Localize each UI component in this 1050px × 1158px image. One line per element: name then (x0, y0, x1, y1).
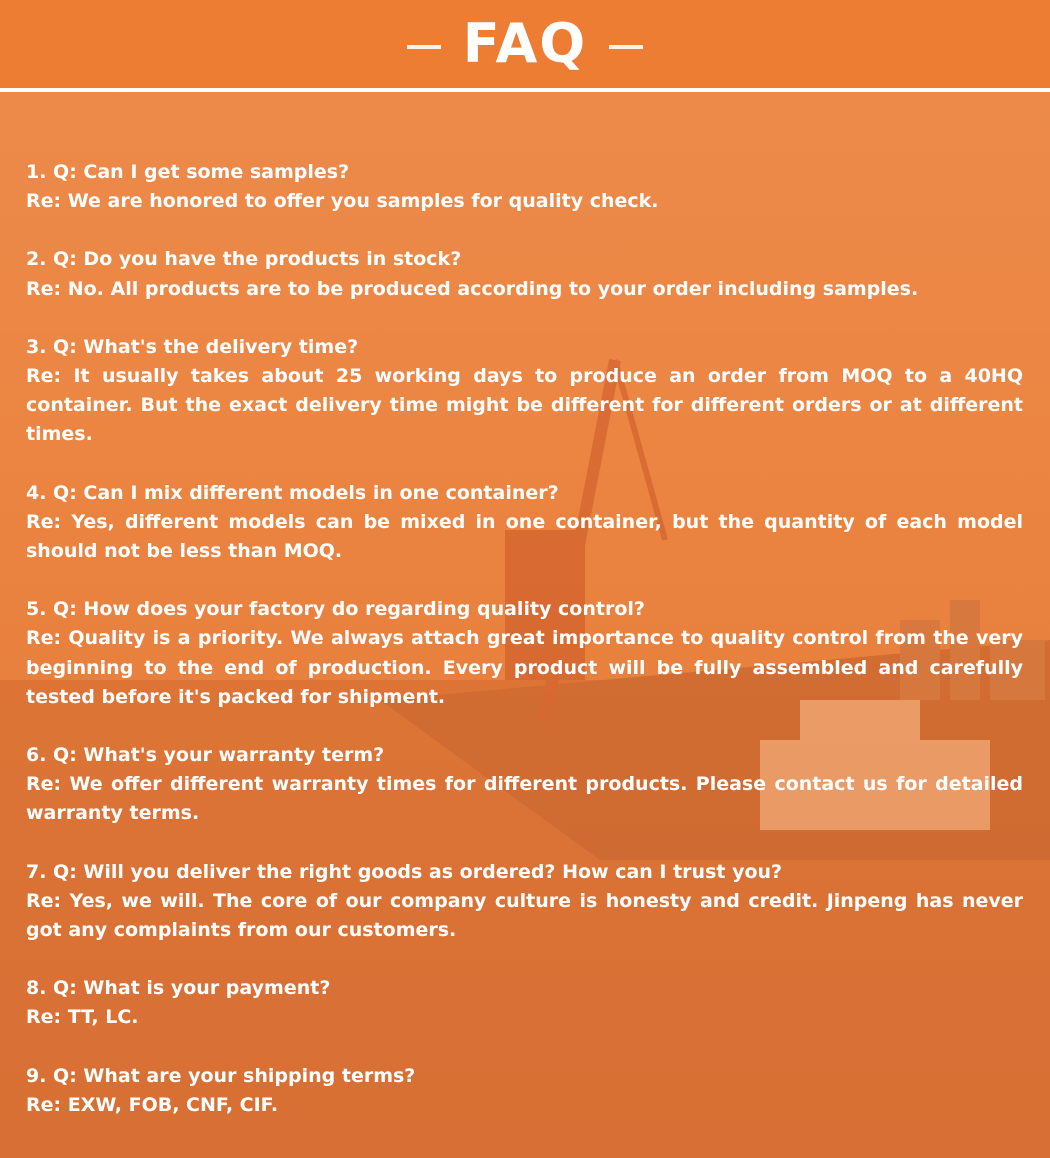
faq-question: 7. Q: Will you deliver the right goods as ordered? How can I trust you? (26, 860, 783, 883)
faq-answer: Re: No. All products are to be produced according to your order including samples. (26, 277, 919, 300)
faq-answer: Re: Yes, different models can be mixed in one container, but the quantity of each model should not be less than MOQ. (26, 510, 1023, 563)
faq-answer: Re: We are honored to offer you samples for quality check. (26, 190, 659, 213)
faq-question: 3. Q: What's the delivery time? (26, 335, 359, 358)
faq-answer: Re: Yes, we will. The core of our company culture is honesty and credit. Jinpeng has never got any complaints from our customers. (26, 889, 1023, 942)
title-dash-left (407, 45, 441, 49)
title-group (0, 0, 1050, 88)
faq-question: 6. Q: What's your warranty term? (26, 744, 385, 767)
faq-question: 1. Q: Can I get some samples? (26, 161, 350, 183)
faq-answer: Re: It usually takes about 25 working days to produce an order from MOQ to a 40HQ container. But the exact delivery time might be different for different orders or at different times. (26, 365, 1023, 446)
faq-item (26, 245, 1023, 303)
faq-item (26, 595, 1023, 712)
faq-question: 5. Q: How does your factory do regarding quality control? (26, 598, 645, 621)
faq-question: 8. Q: What is your payment? (26, 977, 331, 1000)
faq-question: 4. Q: Can I mix different models in one container? (26, 481, 559, 504)
faq-item (26, 858, 1023, 946)
title-dash-right (609, 45, 643, 49)
faq-item (26, 158, 1023, 216)
faq-answer: Re: TT, LC. (26, 1006, 139, 1029)
faq-item (26, 1062, 1023, 1120)
page-title: FAQ (462, 12, 588, 75)
faq-list (26, 158, 1023, 1149)
faq-question: 2. Q: Do you have the products in stock? (26, 248, 462, 271)
faq-question: 9. Q: What are your shipping terms? (26, 1064, 416, 1087)
faq-answer: Re: We offer different warranty times for different products. Please contact us for detailed warranty terms. (26, 773, 1023, 825)
faq-item (26, 741, 1023, 829)
faq-item (26, 333, 1023, 450)
faq-item (26, 479, 1023, 567)
faq-item (26, 974, 1023, 1032)
faq-answer: Re: EXW, FOB, CNF, CIF. (26, 1093, 279, 1116)
header-divider (0, 88, 1050, 92)
faq-answer: Re: Quality is a priority. We always attach great importance to quality control from the very beginning to the end of production. Every product will be fully assembled and carefully tested before it's packed for shipment. (26, 627, 1023, 708)
